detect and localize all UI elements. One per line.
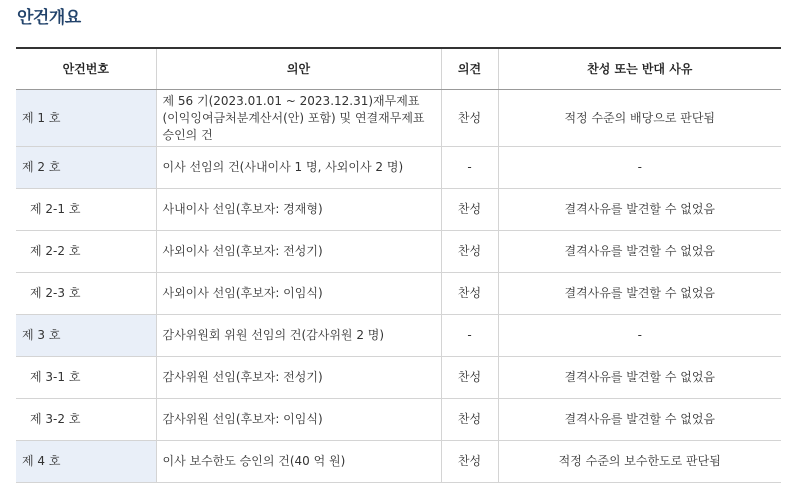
agenda-item: 제 56 기(2023.01.01 ~ 2023.12.31)재무제표(이익잉여금처분계산서(안) 포함) 및 연결재무제표 승인의 건	[156, 90, 441, 147]
agenda-no: 제 3-1 호	[16, 357, 156, 399]
opinion: -	[441, 315, 498, 357]
table-row	[16, 147, 781, 189]
header-agenda-item: 의안	[156, 48, 441, 90]
opinion: 찬성	[441, 90, 498, 147]
table-row	[16, 90, 781, 147]
opinion: 찬성	[441, 357, 498, 399]
reason: 결격사유를 발견할 수 없었음	[498, 231, 781, 273]
reason: 적정 수준의 보수한도로 판단됨	[498, 441, 781, 483]
agenda-table	[16, 47, 781, 483]
agenda-no: 제 2 호	[16, 147, 156, 189]
agenda-no: 제 2-2 호	[16, 231, 156, 273]
agenda-no: 제 2-1 호	[16, 189, 156, 231]
agenda-item: 사외이사 선임(후보자: 전성기)	[156, 231, 441, 273]
table-row	[16, 357, 781, 399]
reason: 결격사유를 발견할 수 없었음	[498, 399, 781, 441]
table-row	[16, 441, 781, 483]
reason: 적정 수준의 배당으로 판단됨	[498, 90, 781, 147]
reason: -	[498, 315, 781, 357]
opinion: 찬성	[441, 189, 498, 231]
reason: 결격사유를 발견할 수 없었음	[498, 189, 781, 231]
table-row	[16, 399, 781, 441]
reason: 결격사유를 발견할 수 없었음	[498, 273, 781, 315]
opinion: -	[441, 147, 498, 189]
header-opinion: 의견	[441, 48, 498, 90]
agenda-item: 이사 선임의 건(사내이사 1 명, 사외이사 2 명)	[156, 147, 441, 189]
opinion: 찬성	[441, 231, 498, 273]
agenda-item: 감사위원 선임(후보자: 전성기)	[156, 357, 441, 399]
table-row	[16, 231, 781, 273]
agenda-item: 감사위원 선임(후보자: 이임식)	[156, 399, 441, 441]
table-header-row	[16, 48, 781, 90]
opinion: 찬성	[441, 273, 498, 315]
reason: 결격사유를 발견할 수 없었음	[498, 357, 781, 399]
agenda-item: 사내이사 선임(후보자: 경재형)	[156, 189, 441, 231]
agenda-no: 제 3-2 호	[16, 399, 156, 441]
table-row	[16, 189, 781, 231]
header-reason: 찬성 또는 반대 사유	[498, 48, 781, 90]
reason: -	[498, 147, 781, 189]
header-agenda-no: 안건번호	[16, 48, 156, 90]
agenda-no: 제 1 호	[16, 90, 156, 147]
section-title: 안건개요	[17, 8, 81, 28]
agenda-no: 제 3 호	[16, 315, 156, 357]
agenda-item: 사외이사 선임(후보자: 이임식)	[156, 273, 441, 315]
opinion: 찬성	[441, 441, 498, 483]
agenda-no: 제 4 호	[16, 441, 156, 483]
agenda-no: 제 2-3 호	[16, 273, 156, 315]
agenda-item: 이사 보수한도 승인의 건(40 억 원)	[156, 441, 441, 483]
table-row	[16, 273, 781, 315]
table-row	[16, 315, 781, 357]
opinion: 찬성	[441, 399, 498, 441]
agenda-item: 감사위원회 위원 선임의 건(감사위원 2 명)	[156, 315, 441, 357]
